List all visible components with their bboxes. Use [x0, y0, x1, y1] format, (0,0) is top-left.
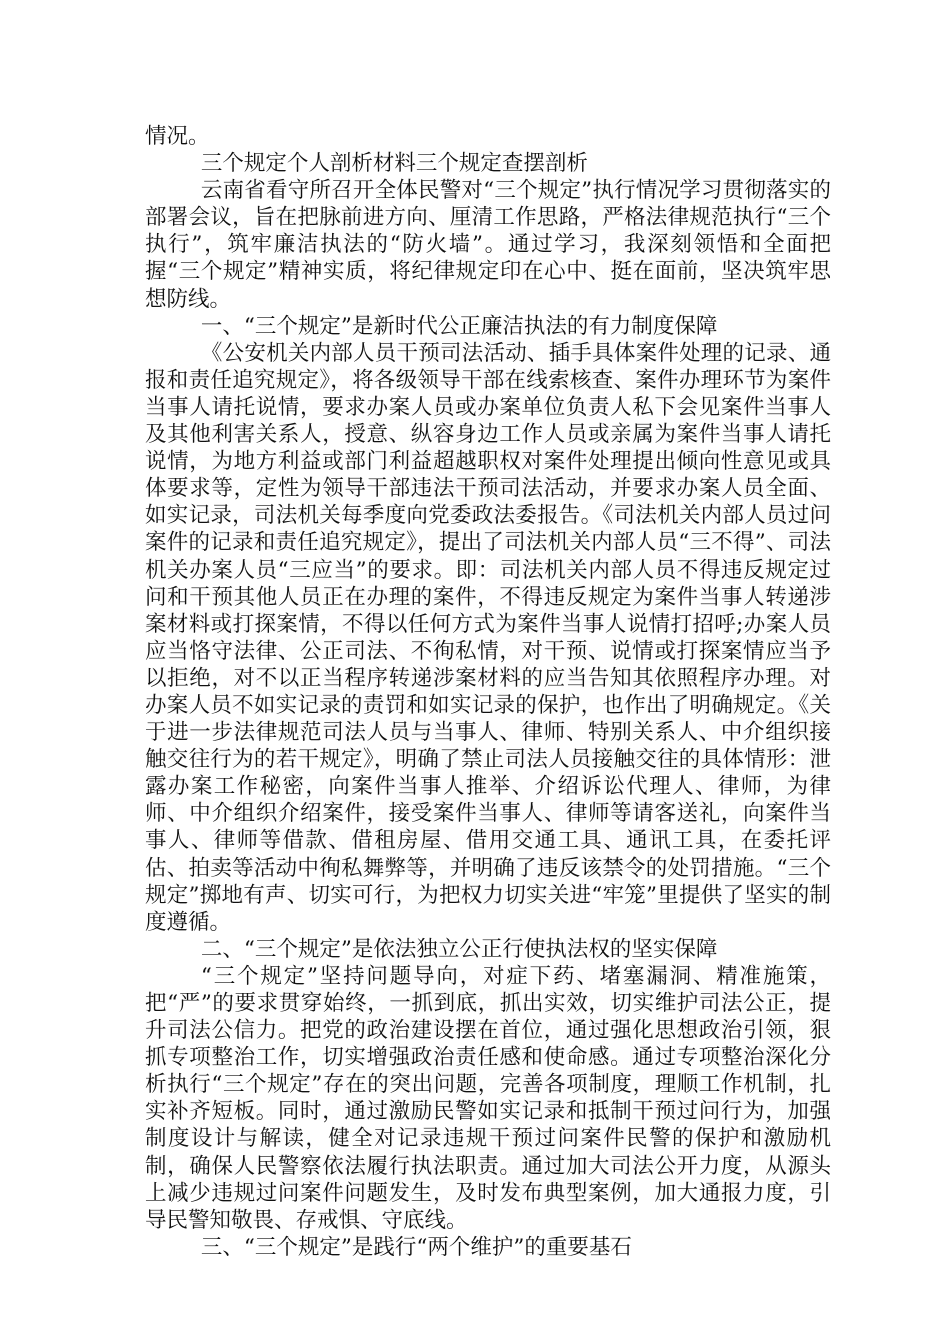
paragraph: 《公安机关内部人员干预司法活动、插手具体案件处理的记录、通报和责任追究规定》，将各级领导干部在线索核查、案件办理环节为案件当事人请托说情，要求办案人员或办案单位负责人私下会见案件当事人及其他利害关系人，授意、纵容身边工作人员或亲属为案件当事人请托说情，为地方利益或部门利益超越职权对案件处理提出倾向性意见或具体要求等，定性为领导干部违法干预司法活动，并要求办案人员全面、如实记录，司法机关每季度向党委政法委报告。《司法机关内部人员过问案件的记录和责任追究规定》，提出了司法机关内部人员“三不得”、司法机关办案人员“三应当”的要求。即：司法机关内部人员不得违反规定过问和干预其他人员正在办理的案件，不得违反规定为案件当事人转递涉案材料或打探案情，不得以任何方式为案件当事人说情打招呼;办案人员应当恪守法律、公正司法、不徇私情，对干预、说情或打探案情应当予以拒绝，对不以正当程序转递涉案材料的应当告知其依照程序办理。对办案人员不如实记录的责罚和如实记录的保护，也作出了明确规定。《关于进一步法律规范司法人员与当事人、律师、特别关系人、中介组织接触交往行为的若干规定》，明确了禁止司法人员接触交往的具体情形：泄露办案工作秘密，向案件当事人推举、介绍诉讼代理人、律师，为律师、中介组织介绍案件，接受案件当事人、律师等请客送礼，向案件当事人、律师等借款、借租房屋、借用交通工具、通讯工具，在委托评估、拍卖等活动中徇私舞弊等，并明确了违反该禁令的处罚措施。“三个规定”掷地有声、切实可行，为把权力切实关进“牢笼”里提供了坚实的制度遵循。	[145, 340, 831, 935]
paragraph: “三个规定”坚持问题导向，对症下药、堵塞漏洞、精准施策，把“严”的要求贯穿始终，一抓到底，抓出实效，切实维护司法公正，提升司法公信力。把党的政治建设摆在首位，通过强化思想政治引领，狠抓专项整治工作，切实增强政治责任感和使命感。通过专项整治深化分析执行“三个规定”存在的突出问题，完善各项制度，理顺工作机制，扎实补齐短板。同时，通过激励民警如实记录和抵制干预过问行为，加强制度设计与解读，健全对记录违规干预过问案件民警的保护和激励机制，确保人民警察依法履行执法职责。通过加大司法公开力度，从源头上减少违规过问案件问题发生，及时发布典型案例，加大通报力度，引导民警知敬畏、存戒惧、守底线。	[145, 963, 831, 1233]
section-heading: 二、“三个规定”是依法独立公正行使执法权的坚实保障	[200, 936, 718, 962]
document-title: 三个规定个人剖析材料三个规定查摆剖析	[200, 151, 588, 177]
section-heading: 一、“三个规定”是新时代公正廉洁执法的有力制度保障	[200, 313, 718, 339]
section-heading: 三、“三个规定”是践行“两个维护”的重要基石	[200, 1234, 632, 1260]
document-body	[145, 123, 831, 1261]
paragraph: 云南省看守所召开全体民警对“三个规定”执行情况学习贯彻落实的部署会议，旨在把脉前进方向、厘清工作思路，严格法律规范执行“三个执行”，筑牢廉洁执法的“防火墙”。通过学习，我深刻领悟和全面把握“三个规定”精神实质，将纪律规定印在心中、挺在面前，坚决筑牢思想防线。	[145, 178, 831, 312]
paragraph: 情况。	[145, 124, 210, 149]
